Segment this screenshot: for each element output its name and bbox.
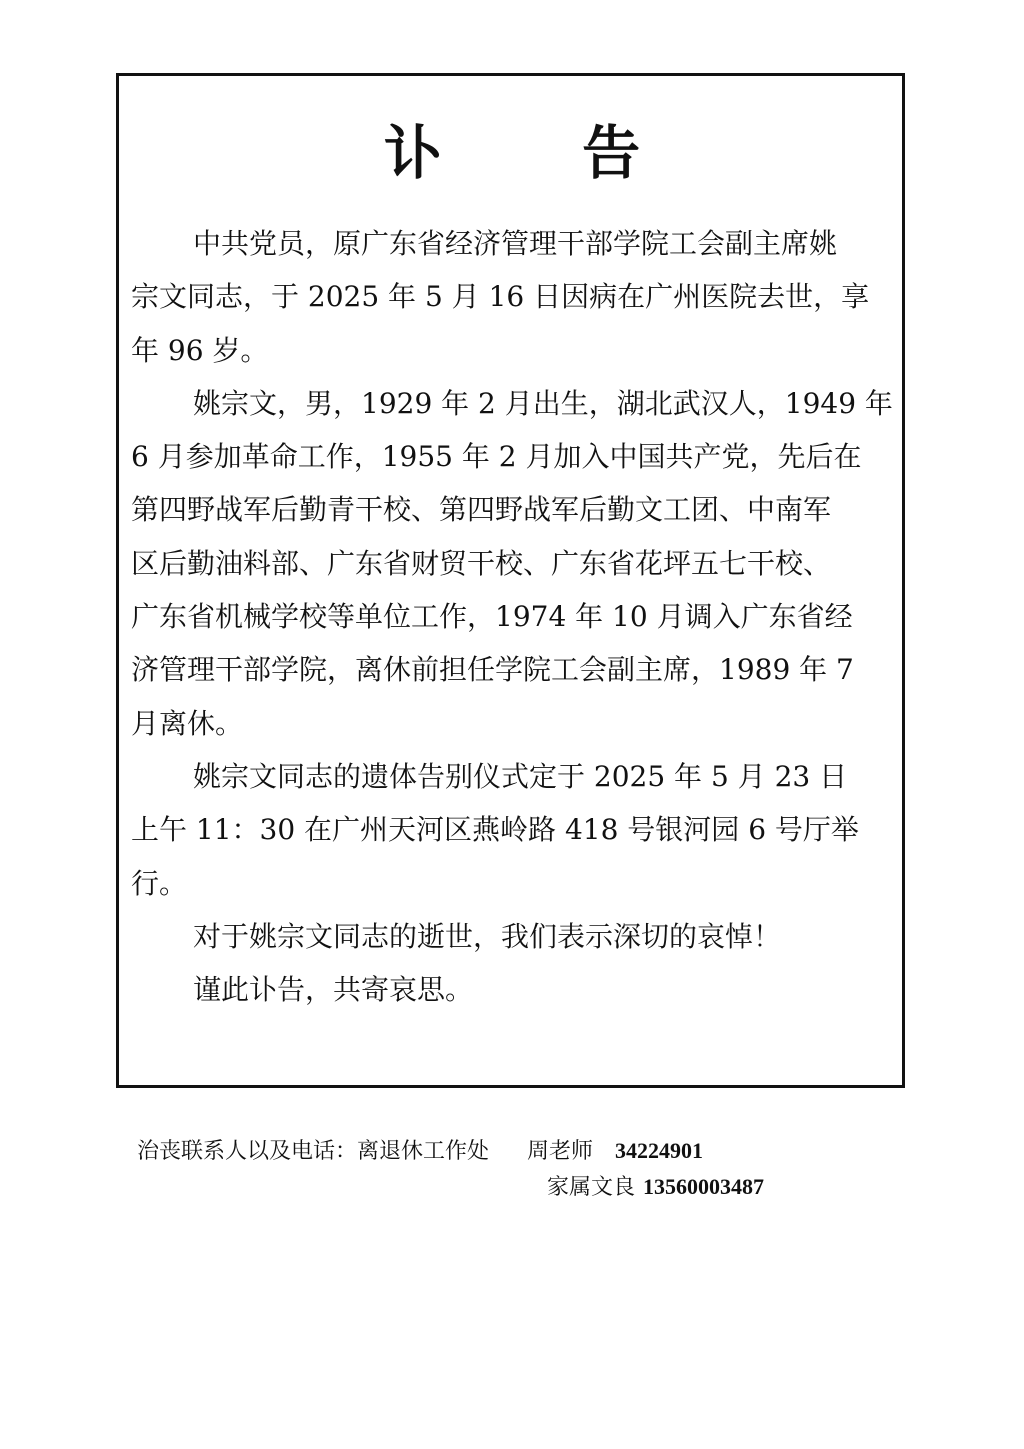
paragraph-2-line-2: 6 月参加革命工作，1955 年 2 月加入中国共产党，先后在 [131,440,862,474]
contact-label: 治丧联系人以及电话： [137,1139,358,1164]
paragraph-1-line-1: 中共党员，原广东省经济管理干部学院工会副主席姚 [193,227,838,260]
paragraph-1-line-2: 宗文同志，于 2025 年 5 月 16 日因病在广州医院去世，享 [131,280,870,314]
paragraph-1-line-3: 年 96 岁。 [131,333,269,367]
paragraph-2-line-7: 月离休。 [131,706,244,740]
contact-person-2: 家属文良 [547,1175,636,1200]
paragraph-2-line-3: 第四野战军后勤青干校、第四野战军后勤文工团、中南军 [131,493,832,527]
contact-person-1: 周老师 [527,1139,594,1164]
paragraph-2-line-5: 广东省机械学校等单位工作，1974 年 10 月调入广东省经 [131,600,853,634]
contact-line-2 [547,1172,764,1203]
contact-phone-2: 13560003487 [643,1174,765,1199]
paragraph-4-line-1: 对于姚宗文同志的逝世，我们表示深切的哀悼！ [193,919,782,953]
contact-office: 离退休工作处 [357,1139,490,1164]
contact-line-1 [137,1136,703,1167]
paragraph-2-line-1: 姚宗文，男，1929 年 2 月出生，湖北武汉人，1949 年 [193,386,893,420]
notice-title: 讣 告 [383,119,701,187]
paragraph-3-line-3: 行。 [131,866,188,900]
paragraph-2-line-6: 济管理干部学院，离休前担任学院工会副主席，1989 年 7 [131,653,854,687]
notice-body [131,217,901,1016]
paragraph-3-line-2: 上午 11：30 在广州天河区燕岭路 418 号银河园 6 号厅举 [131,813,859,847]
paragraph-3-line-1: 姚宗文同志的遗体告别仪式定于 2025 年 5 月 23 日 [193,759,848,793]
paragraph-2-line-4: 区后勤油料部、广东省财贸干校、广东省花坪五七干校、 [131,546,832,580]
paragraph-5-line-1: 谨此讣告，共寄哀思。 [193,973,474,1007]
contact-phone-1: 34224901 [615,1138,704,1163]
